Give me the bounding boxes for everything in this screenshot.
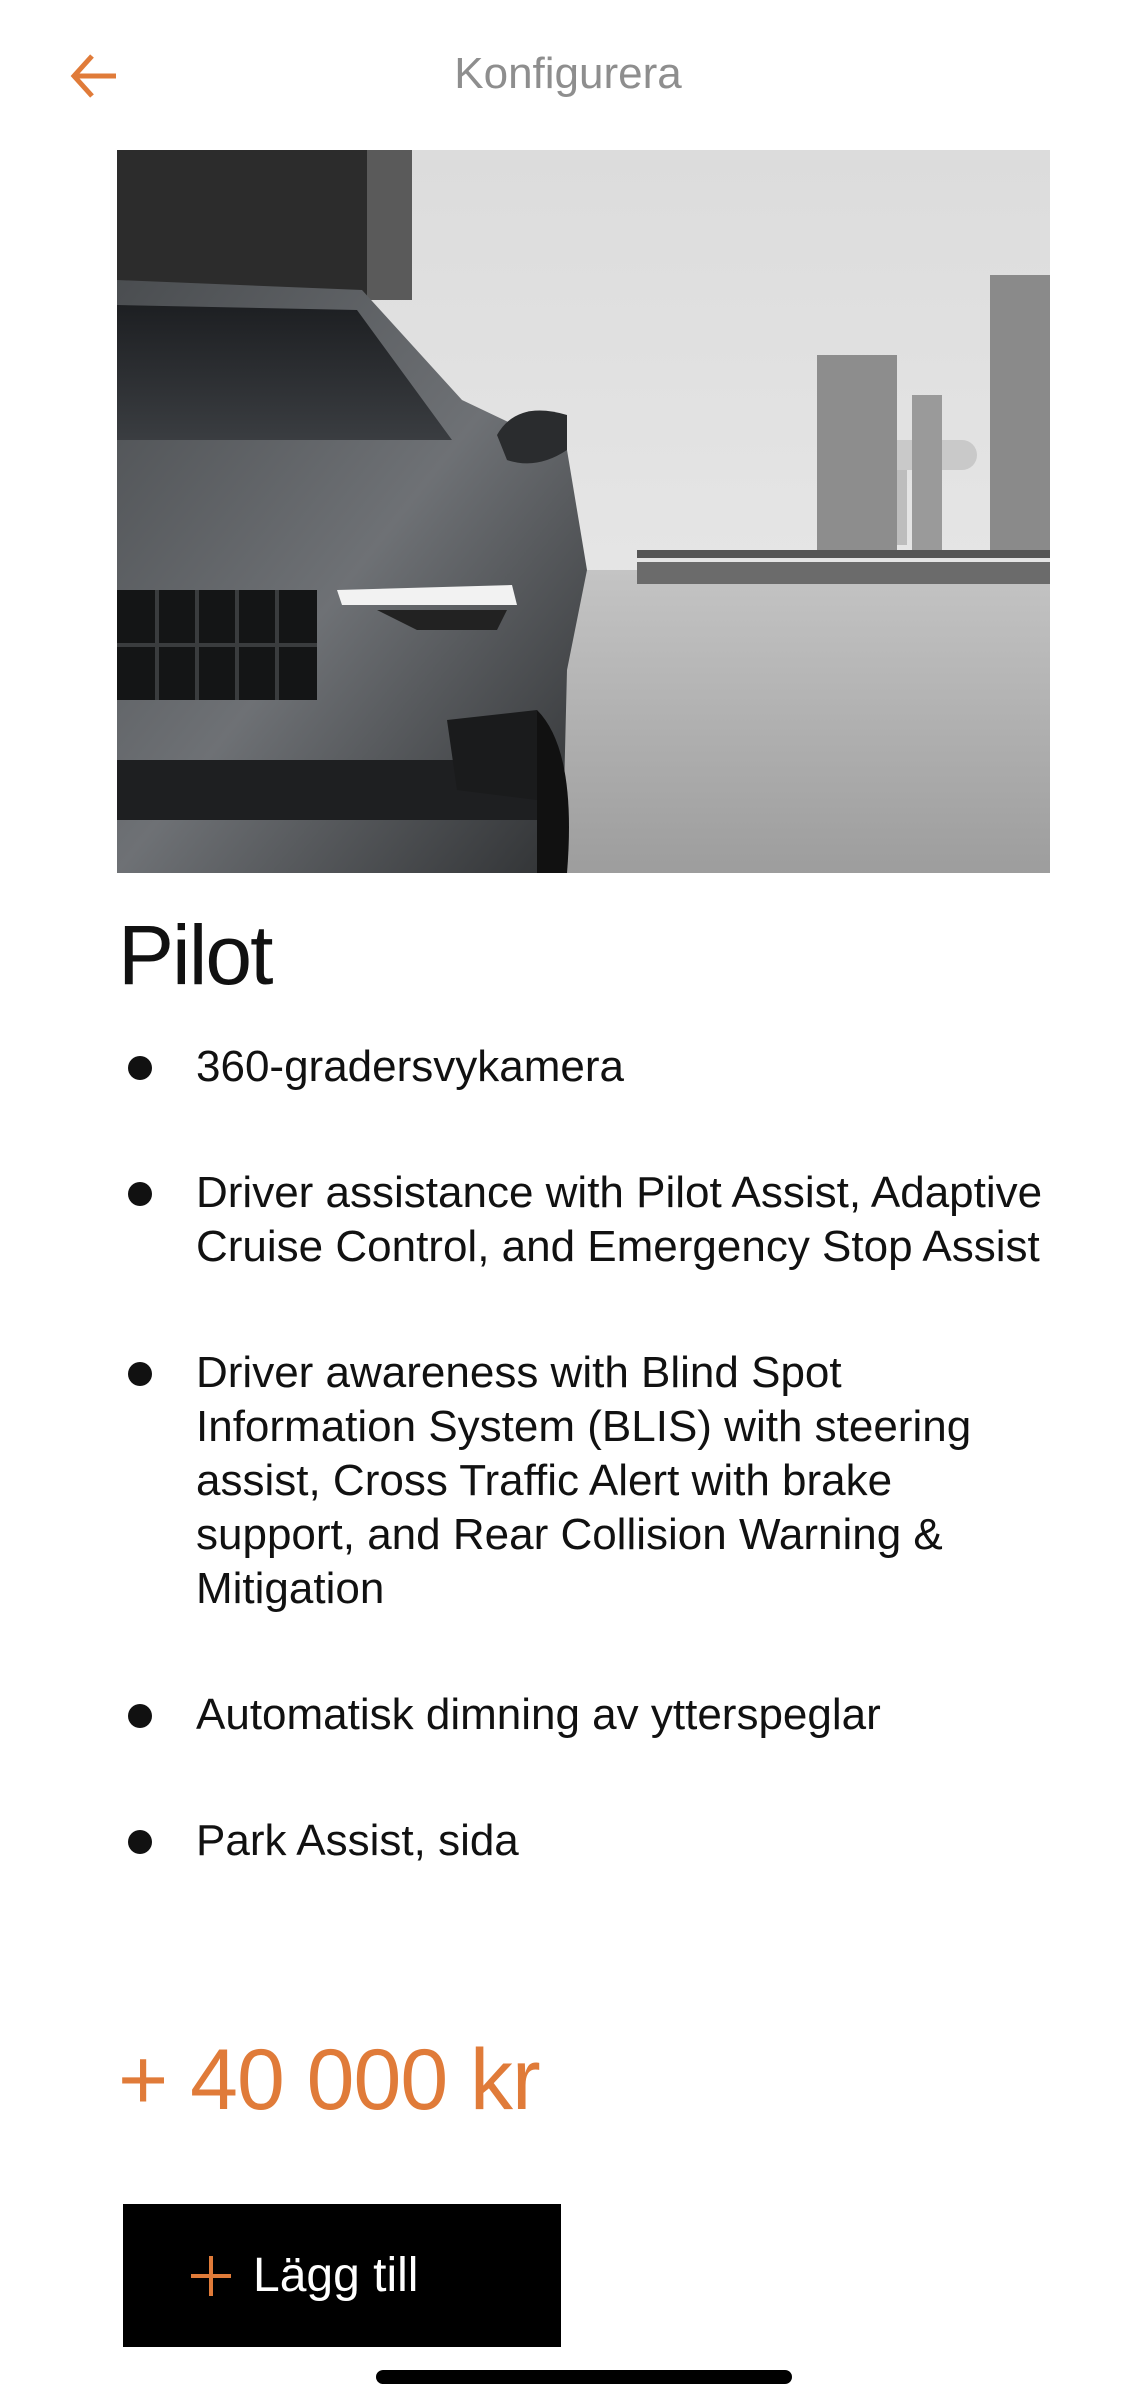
list-item (118, 1688, 1058, 1742)
package-price: + 40 000 kr (118, 2032, 540, 2128)
feature-list (118, 1040, 1058, 1940)
package-title: Pilot (118, 908, 272, 1002)
feature-text: Driver awareness with Blind Spot Information System (BLIS) with steering assist, Cross Traffic Alert with brake support, and Rear Collision Warning & Mitigation (196, 1348, 972, 1613)
page-title: Konfigurera (454, 49, 682, 98)
list-item (118, 1814, 1058, 1868)
add-button-label: Lägg till (253, 2248, 419, 2302)
list-item (118, 1166, 1058, 1274)
feature-text: 360-gradersvykamera (196, 1042, 624, 1091)
list-item (118, 1346, 1058, 1616)
bullet-icon (128, 1704, 152, 1728)
home-indicator[interactable] (376, 2370, 792, 2384)
top-bar (0, 0, 1136, 150)
feature-text: Automatisk dimning av ytterspeglar (196, 1690, 881, 1739)
add-button[interactable] (123, 2204, 561, 2347)
plus-icon (191, 2256, 231, 2296)
bullet-icon (128, 1056, 152, 1080)
feature-text: Driver assistance with Pilot Assist, Adaptive Cruise Control, and Emergency Stop Assist (196, 1168, 1043, 1271)
bullet-icon (128, 1182, 152, 1206)
bullet-icon (128, 1830, 152, 1854)
list-item (118, 1040, 1058, 1094)
bullet-icon (128, 1362, 152, 1386)
car-image (117, 150, 1050, 873)
feature-text: Park Assist, sida (196, 1816, 519, 1865)
